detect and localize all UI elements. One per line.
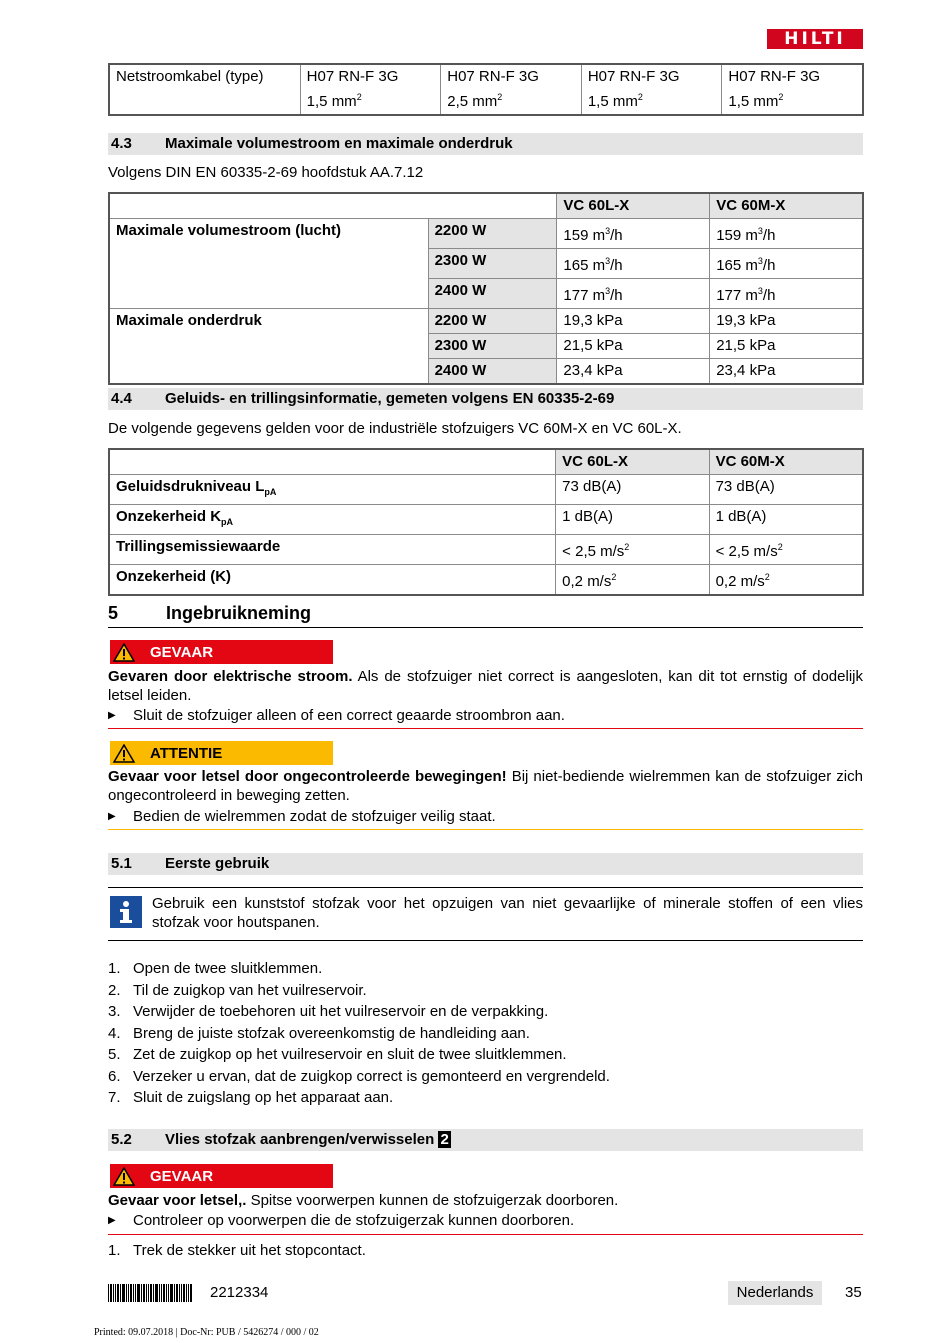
warning-triangle-icon bbox=[110, 744, 138, 763]
cable-cell: H07 RN-F 3G 1,5 $mm^2$ bbox=[300, 64, 441, 115]
row-group-label: Maximale volumestroom (lucht) bbox=[109, 219, 428, 309]
section-heading-5-1: 5.1 Eerste gebruik bbox=[108, 853, 863, 875]
caution-rule bbox=[108, 829, 863, 830]
table-row bbox=[109, 535, 863, 565]
info-note-text: Gebruik een kunststof stofzak voor het opzuigen van niet gevaarlijke of minerale stoffen of een vlies stofzak voor houtspanen. bbox=[152, 895, 863, 931]
value-cell: 23,4 kPa bbox=[557, 359, 710, 385]
table-row bbox=[109, 219, 863, 249]
row-label: Geluidsdrukniveau $L_{pA}$ bbox=[109, 475, 556, 505]
caution-instruction: ▶ Bedien de wielremmen zodat de stofzuiger veilig staat. bbox=[108, 808, 496, 825]
value-cell: 1 dB(A) bbox=[556, 505, 709, 535]
cable-cell: H07 RN-F 3G 1,5 $mm^2$ bbox=[722, 64, 863, 115]
bullet-arrow-icon: ▶ bbox=[108, 710, 116, 721]
danger-rule bbox=[108, 1234, 863, 1235]
danger-text: Gevaar voor letsel,. Spitse voorwerpen kunnen de stofzuigerzak doorboren. bbox=[108, 1192, 619, 1209]
col-header: VC 60M-X bbox=[709, 449, 863, 475]
power-cable-table bbox=[108, 63, 864, 116]
note-rule-top bbox=[108, 887, 863, 888]
cable-cell: H07 RN-F 3G 1,5 $mm^2$ bbox=[581, 64, 722, 115]
danger-instruction: ▶ Sluit de stofzuiger alleen of een correct geaarde stroombron aan. bbox=[108, 707, 565, 724]
row-group-label: Maximale onderdruk bbox=[109, 309, 428, 385]
value-cell: 165 $m^3/h$ bbox=[557, 249, 710, 279]
danger-label: GEVAAR bbox=[150, 643, 214, 661]
info-icon bbox=[110, 896, 142, 928]
col-header: VC 60L-X bbox=[556, 449, 709, 475]
danger-label: GEVAAR bbox=[150, 1167, 214, 1185]
wattage: 2400 W bbox=[428, 279, 557, 309]
wattage: 2300 W bbox=[428, 249, 557, 279]
row-label: Onzekerheid (K) bbox=[109, 565, 556, 596]
table-row bbox=[109, 565, 863, 596]
section-heading-5-2: 5.2 Vlies stofzak aanbrengen/verwisselen 2 bbox=[108, 1129, 863, 1151]
col-header: VC 60M-X bbox=[710, 193, 863, 219]
col-header: VC 60L-X bbox=[557, 193, 710, 219]
wattage: 2300 W bbox=[428, 334, 557, 359]
caution-text: Gevaar voor letsel door ongecontroleerde bewegingen! Bij niet-bediende wielremmen kan de stofzuiger zich ongecontroleerd in beweging zetten. bbox=[108, 768, 863, 804]
table-row bbox=[109, 475, 863, 505]
wattage: 2400 W bbox=[428, 359, 557, 385]
chapter-heading-5: 5 Ingebruikneming bbox=[108, 602, 863, 628]
value-cell: 0,2 $m/s^2$ bbox=[709, 565, 863, 596]
value-cell: 73 dB(A) bbox=[709, 475, 863, 505]
table-row bbox=[109, 505, 863, 535]
section-intro: Volgens DIN EN 60335-2-69 hoofdstuk AA.7.12 bbox=[108, 164, 424, 181]
print-info: Printed: 09.07.2018 | Doc-Nr: PUB / 5426274 / 000 / 02 bbox=[94, 1327, 319, 1338]
value-cell: 159 $m^3/h$ bbox=[710, 219, 863, 249]
doc-number: 2212334 bbox=[210, 1284, 269, 1301]
table-row bbox=[109, 449, 863, 475]
bullet-arrow-icon: ▶ bbox=[108, 1215, 116, 1226]
warning-triangle-icon bbox=[110, 643, 138, 662]
danger-label-box bbox=[110, 1164, 333, 1188]
danger-label-box bbox=[110, 640, 333, 664]
noise-table bbox=[108, 448, 864, 596]
row-label: Onzekerheid $K_{pA}$ bbox=[109, 505, 556, 535]
bullet-arrow-icon: ▶ bbox=[108, 811, 116, 822]
wattage: 2200 W bbox=[428, 309, 557, 334]
value-cell: 73 dB(A) bbox=[556, 475, 709, 505]
wattage: 2200 W bbox=[428, 219, 557, 249]
language-label: Nederlands bbox=[728, 1281, 822, 1305]
caution-label-box bbox=[110, 741, 333, 765]
value-cell: 165 $m^3/h$ bbox=[710, 249, 863, 279]
value-cell: < 2,5 $m/s^2$ bbox=[709, 535, 863, 565]
section-intro: De volgende gegevens gelden voor de industriële stofzuigers VC 60M-X en VC 60L-X. bbox=[108, 420, 682, 437]
section-heading-4-4: 4.4 Geluids- en trillingsinformatie, gemeten volgens EN 60335-2-69 bbox=[108, 388, 863, 410]
value-cell: 1 dB(A) bbox=[709, 505, 863, 535]
warning-triangle-icon bbox=[110, 1167, 138, 1186]
hilti-logo: HILTI bbox=[767, 29, 863, 49]
row-label: Trillingsemissiewaarde bbox=[109, 535, 556, 565]
value-cell: 177 $m^3/h$ bbox=[557, 279, 710, 309]
value-cell: 19,3 kPa bbox=[710, 309, 863, 334]
value-cell: 19,3 kPa bbox=[557, 309, 710, 334]
cable-cell: H07 RN-F 3G 2,5 $mm^2$ bbox=[441, 64, 582, 115]
value-cell: 23,4 kPa bbox=[710, 359, 863, 385]
table-row bbox=[109, 64, 863, 115]
value-cell: 177 $m^3/h$ bbox=[710, 279, 863, 309]
figure-reference: 2 bbox=[440, 1131, 449, 1148]
value-cell: < 2,5 $m/s^2$ bbox=[556, 535, 709, 565]
caution-label: ATTENTIE bbox=[150, 744, 223, 762]
airflow-table bbox=[108, 192, 864, 385]
value-cell: 159 $m^3/h$ bbox=[557, 219, 710, 249]
note-rule-bottom bbox=[108, 940, 863, 941]
cable-type-label: Netstroomkabel (type) bbox=[109, 64, 300, 115]
page-number: 35 bbox=[845, 1284, 862, 1301]
danger-instruction: ▶ Controleer op voorwerpen die de stofzuigerzak kunnen doorboren. bbox=[108, 1212, 575, 1229]
value-cell: 0,2 $m/s^2$ bbox=[556, 565, 709, 596]
danger-text: Gevaren door elektrische stroom. Als de stofzuiger niet correct is aangesloten, kan dit tot ernstig of dodelijk letsel leiden. bbox=[108, 668, 863, 704]
barcode-icon bbox=[108, 1284, 192, 1302]
danger-rule bbox=[108, 728, 863, 729]
table-row bbox=[109, 193, 863, 219]
value-cell: 21,5 kPa bbox=[710, 334, 863, 359]
section-heading-4-3: 4.3 Maximale volumestroom en maximale onderdruk bbox=[108, 133, 863, 155]
value-cell: 21,5 kPa bbox=[557, 334, 710, 359]
table-row bbox=[109, 309, 863, 334]
